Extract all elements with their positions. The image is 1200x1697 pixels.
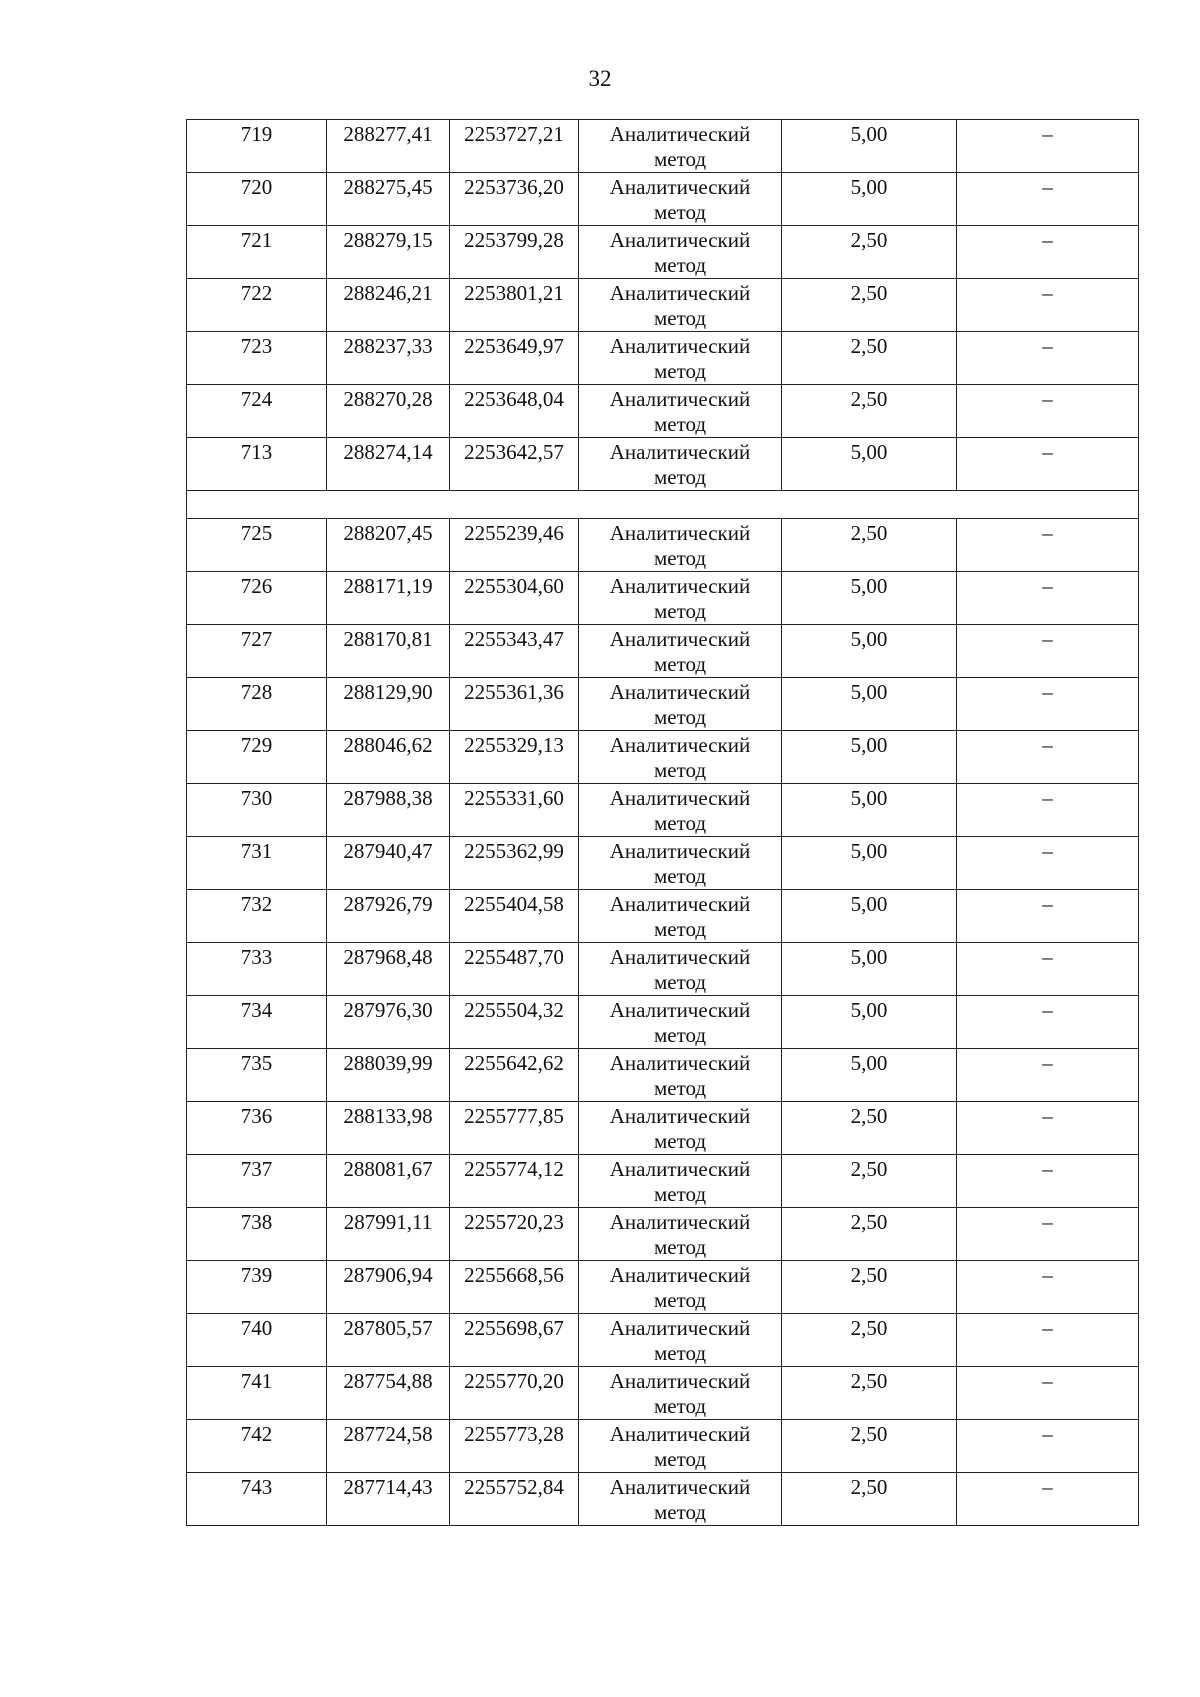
table-row (187, 226, 1139, 279)
table-row (187, 625, 1139, 678)
note-cell: – (957, 1420, 1139, 1473)
accuracy-cell: 5,00 (782, 943, 957, 996)
method-cell (579, 226, 782, 279)
method-cell (579, 1155, 782, 1208)
method-line-2: метод (653, 1341, 707, 1365)
method-cell (579, 943, 782, 996)
point-number-cell: 735 (187, 1049, 327, 1102)
accuracy-cell: 5,00 (782, 996, 957, 1049)
table-row (187, 385, 1139, 438)
y-coordinate-cell: 2255343,47 (450, 625, 579, 678)
y-coordinate-cell: 2253642,57 (450, 438, 579, 491)
point-number-cell: 724 (187, 385, 327, 438)
point-number-cell: 743 (187, 1473, 327, 1526)
table-row (187, 332, 1139, 385)
x-coordinate-cell: 288171,19 (327, 572, 450, 625)
method-line-2: метод (653, 306, 707, 330)
note-cell: – (957, 173, 1139, 226)
method-line-1: Аналитический (609, 786, 751, 810)
point-number-cell: 741 (187, 1367, 327, 1420)
note-cell: – (957, 120, 1139, 173)
method-line-1: Аналитический (609, 281, 751, 305)
y-coordinate-cell: 2255668,56 (450, 1261, 579, 1314)
method-line-2: метод (653, 1288, 707, 1312)
method-line-1: Аналитический (609, 627, 751, 651)
method-line-1: Аналитический (609, 733, 751, 757)
method-line-2: метод (653, 200, 707, 224)
method-line-1: Аналитический (609, 334, 751, 358)
y-coordinate-cell: 2255404,58 (450, 890, 579, 943)
method-line-1: Аналитический (609, 1316, 751, 1340)
y-coordinate-cell: 2253801,21 (450, 279, 579, 332)
method-line-2: метод (653, 599, 707, 623)
method-line-1: Аналитический (609, 228, 751, 252)
point-number-cell: 727 (187, 625, 327, 678)
method-line-1: Аналитический (609, 1051, 751, 1075)
x-coordinate-cell: 288246,21 (327, 279, 450, 332)
page-number: 32 (588, 66, 612, 91)
point-number-cell: 734 (187, 996, 327, 1049)
x-coordinate-cell: 288129,90 (327, 678, 450, 731)
method-cell (579, 572, 782, 625)
method-line-2: метод (653, 465, 707, 489)
note-cell: – (957, 385, 1139, 438)
method-line-1: Аналитический (609, 680, 751, 704)
y-coordinate-cell: 2255487,70 (450, 943, 579, 996)
accuracy-cell: 2,50 (782, 1208, 957, 1261)
accuracy-cell: 5,00 (782, 731, 957, 784)
coordinates-table-body (187, 120, 1139, 1526)
table-row (187, 1208, 1139, 1261)
x-coordinate-cell: 287724,58 (327, 1420, 450, 1473)
y-coordinate-cell: 2255331,60 (450, 784, 579, 837)
accuracy-cell: 2,50 (782, 279, 957, 332)
x-coordinate-cell: 288133,98 (327, 1102, 450, 1155)
accuracy-cell: 2,50 (782, 519, 957, 572)
method-line-2: метод (653, 1235, 707, 1259)
method-cell (579, 519, 782, 572)
note-cell: – (957, 1314, 1139, 1367)
x-coordinate-cell: 287714,43 (327, 1473, 450, 1526)
table-row (187, 1261, 1139, 1314)
y-coordinate-cell: 2255774,12 (450, 1155, 579, 1208)
method-line-1: Аналитический (609, 1369, 751, 1393)
x-coordinate-cell: 287805,57 (327, 1314, 450, 1367)
accuracy-cell: 2,50 (782, 1367, 957, 1420)
x-coordinate-cell: 288274,14 (327, 438, 450, 491)
note-cell: – (957, 519, 1139, 572)
method-cell (579, 120, 782, 173)
y-coordinate-cell: 2255720,23 (450, 1208, 579, 1261)
accuracy-cell: 5,00 (782, 837, 957, 890)
y-coordinate-cell: 2255239,46 (450, 519, 579, 572)
x-coordinate-cell: 287926,79 (327, 890, 450, 943)
table-row (187, 890, 1139, 943)
method-line-2: метод (653, 359, 707, 383)
x-coordinate-cell: 288039,99 (327, 1049, 450, 1102)
method-line-1: Аналитический (609, 574, 751, 598)
method-cell (579, 837, 782, 890)
accuracy-cell: 2,50 (782, 1102, 957, 1155)
method-line-2: метод (653, 811, 707, 835)
point-number-cell: 733 (187, 943, 327, 996)
y-coordinate-cell: 2255362,99 (450, 837, 579, 890)
method-line-2: метод (653, 970, 707, 994)
method-cell (579, 1102, 782, 1155)
point-number-cell: 738 (187, 1208, 327, 1261)
table-row (187, 1155, 1139, 1208)
method-cell (579, 784, 782, 837)
accuracy-cell: 2,50 (782, 1261, 957, 1314)
method-cell (579, 678, 782, 731)
note-cell: – (957, 1473, 1139, 1526)
method-line-2: метод (653, 1182, 707, 1206)
group-separator-cell (187, 491, 1139, 519)
method-line-1: Аналитический (609, 1104, 751, 1128)
accuracy-cell: 5,00 (782, 625, 957, 678)
group-separator-row (187, 491, 1139, 519)
note-cell: – (957, 1208, 1139, 1261)
x-coordinate-cell: 288237,33 (327, 332, 450, 385)
accuracy-cell: 5,00 (782, 572, 957, 625)
y-coordinate-cell: 2255777,85 (450, 1102, 579, 1155)
point-number-cell: 723 (187, 332, 327, 385)
method-line-1: Аналитический (609, 839, 751, 863)
method-line-1: Аналитический (609, 1422, 751, 1446)
accuracy-cell: 5,00 (782, 678, 957, 731)
table-row (187, 943, 1139, 996)
note-cell: – (957, 890, 1139, 943)
accuracy-cell: 2,50 (782, 332, 957, 385)
point-number-cell: 742 (187, 1420, 327, 1473)
x-coordinate-cell: 288046,62 (327, 731, 450, 784)
method-cell (579, 1049, 782, 1102)
method-line-1: Аналитический (609, 175, 751, 199)
accuracy-cell: 2,50 (782, 1420, 957, 1473)
x-coordinate-cell: 287754,88 (327, 1367, 450, 1420)
method-line-1: Аналитический (609, 387, 751, 411)
accuracy-cell: 5,00 (782, 438, 957, 491)
table-row (187, 731, 1139, 784)
method-cell (579, 1420, 782, 1473)
note-cell: – (957, 837, 1139, 890)
table-row (187, 784, 1139, 837)
method-cell (579, 332, 782, 385)
x-coordinate-cell: 287940,47 (327, 837, 450, 890)
method-line-2: метод (653, 1500, 707, 1524)
table-row (187, 1049, 1139, 1102)
x-coordinate-cell: 287976,30 (327, 996, 450, 1049)
y-coordinate-cell: 2253799,28 (450, 226, 579, 279)
method-line-1: Аналитический (609, 892, 751, 916)
method-line-2: метод (653, 546, 707, 570)
point-number-cell: 731 (187, 837, 327, 890)
method-line-1: Аналитический (609, 521, 751, 545)
accuracy-cell: 2,50 (782, 385, 957, 438)
method-line-2: метод (653, 652, 707, 676)
table-row (187, 173, 1139, 226)
y-coordinate-cell: 2255698,67 (450, 1314, 579, 1367)
point-number-cell: 726 (187, 572, 327, 625)
method-cell (579, 625, 782, 678)
point-number-cell: 729 (187, 731, 327, 784)
x-coordinate-cell: 288170,81 (327, 625, 450, 678)
point-number-cell: 728 (187, 678, 327, 731)
table-row (187, 1314, 1139, 1367)
method-cell (579, 1473, 782, 1526)
table-row (187, 678, 1139, 731)
accuracy-cell: 2,50 (782, 1314, 957, 1367)
note-cell: – (957, 1049, 1139, 1102)
note-cell: – (957, 1155, 1139, 1208)
point-number-cell: 713 (187, 438, 327, 491)
x-coordinate-cell: 287906,94 (327, 1261, 450, 1314)
note-cell: – (957, 332, 1139, 385)
point-number-cell: 740 (187, 1314, 327, 1367)
method-line-2: метод (653, 1394, 707, 1418)
x-coordinate-cell: 287988,38 (327, 784, 450, 837)
method-line-1: Аналитический (609, 945, 751, 969)
x-coordinate-cell: 287991,11 (327, 1208, 450, 1261)
point-number-cell: 722 (187, 279, 327, 332)
y-coordinate-cell: 2253648,04 (450, 385, 579, 438)
table-row (187, 996, 1139, 1049)
method-line-1: Аналитический (609, 440, 751, 464)
y-coordinate-cell: 2255642,62 (450, 1049, 579, 1102)
note-cell: – (957, 226, 1139, 279)
note-cell: – (957, 1367, 1139, 1420)
point-number-cell: 732 (187, 890, 327, 943)
method-line-2: метод (653, 1023, 707, 1047)
method-line-1: Аналитический (609, 1475, 751, 1499)
note-cell: – (957, 784, 1139, 837)
note-cell: – (957, 625, 1139, 678)
y-coordinate-cell: 2253649,97 (450, 332, 579, 385)
note-cell: – (957, 678, 1139, 731)
method-line-2: метод (653, 1076, 707, 1100)
method-line-2: метод (653, 705, 707, 729)
table-row (187, 1102, 1139, 1155)
note-cell: – (957, 943, 1139, 996)
table-row (187, 1367, 1139, 1420)
point-number-cell: 725 (187, 519, 327, 572)
note-cell: – (957, 1261, 1139, 1314)
accuracy-cell: 5,00 (782, 890, 957, 943)
method-cell (579, 438, 782, 491)
method-cell (579, 1367, 782, 1420)
method-cell (579, 890, 782, 943)
method-line-1: Аналитический (609, 122, 751, 146)
y-coordinate-cell: 2255304,60 (450, 572, 579, 625)
method-line-2: метод (653, 1129, 707, 1153)
accuracy-cell: 5,00 (782, 784, 957, 837)
y-coordinate-cell: 2255361,36 (450, 678, 579, 731)
note-cell: – (957, 279, 1139, 332)
method-cell (579, 279, 782, 332)
method-line-2: метод (653, 917, 707, 941)
point-number-cell: 719 (187, 120, 327, 173)
method-line-2: метод (653, 758, 707, 782)
method-line-2: метод (653, 253, 707, 277)
method-line-1: Аналитический (609, 1263, 751, 1287)
method-cell (579, 173, 782, 226)
coordinates-table-container (186, 119, 1138, 1526)
point-number-cell: 720 (187, 173, 327, 226)
accuracy-cell: 2,50 (782, 1155, 957, 1208)
method-cell (579, 1314, 782, 1367)
table-row (187, 1420, 1139, 1473)
accuracy-cell: 5,00 (782, 1049, 957, 1102)
accuracy-cell: 5,00 (782, 120, 957, 173)
note-cell: – (957, 572, 1139, 625)
x-coordinate-cell: 288081,67 (327, 1155, 450, 1208)
accuracy-cell: 5,00 (782, 173, 957, 226)
method-cell (579, 1208, 782, 1261)
method-line-1: Аналитический (609, 998, 751, 1022)
y-coordinate-cell: 2253727,21 (450, 120, 579, 173)
x-coordinate-cell: 288270,28 (327, 385, 450, 438)
method-line-2: метод (653, 412, 707, 436)
table-row (187, 1473, 1139, 1526)
table-row (187, 519, 1139, 572)
x-coordinate-cell: 288207,45 (327, 519, 450, 572)
accuracy-cell: 2,50 (782, 226, 957, 279)
point-number-cell: 736 (187, 1102, 327, 1155)
method-line-1: Аналитический (609, 1210, 751, 1234)
table-row (187, 438, 1139, 491)
table-row (187, 572, 1139, 625)
method-cell (579, 1261, 782, 1314)
table-row (187, 837, 1139, 890)
accuracy-cell: 2,50 (782, 1473, 957, 1526)
coordinates-table (186, 119, 1139, 1526)
y-coordinate-cell: 2255329,13 (450, 731, 579, 784)
x-coordinate-cell: 288277,41 (327, 120, 450, 173)
point-number-cell: 739 (187, 1261, 327, 1314)
method-cell (579, 731, 782, 784)
x-coordinate-cell: 288279,15 (327, 226, 450, 279)
note-cell: – (957, 731, 1139, 784)
method-line-2: метод (653, 864, 707, 888)
x-coordinate-cell: 287968,48 (327, 943, 450, 996)
method-cell (579, 385, 782, 438)
table-row (187, 279, 1139, 332)
point-number-cell: 730 (187, 784, 327, 837)
table-row (187, 120, 1139, 173)
note-cell: – (957, 1102, 1139, 1155)
point-number-cell: 721 (187, 226, 327, 279)
point-number-cell: 737 (187, 1155, 327, 1208)
method-cell (579, 996, 782, 1049)
method-line-2: метод (653, 147, 707, 171)
y-coordinate-cell: 2253736,20 (450, 173, 579, 226)
method-line-1: Аналитический (609, 1157, 751, 1181)
y-coordinate-cell: 2255504,32 (450, 996, 579, 1049)
y-coordinate-cell: 2255752,84 (450, 1473, 579, 1526)
method-line-2: метод (653, 1447, 707, 1471)
y-coordinate-cell: 2255770,20 (450, 1367, 579, 1420)
note-cell: – (957, 438, 1139, 491)
x-coordinate-cell: 288275,45 (327, 173, 450, 226)
y-coordinate-cell: 2255773,28 (450, 1420, 579, 1473)
note-cell: – (957, 996, 1139, 1049)
